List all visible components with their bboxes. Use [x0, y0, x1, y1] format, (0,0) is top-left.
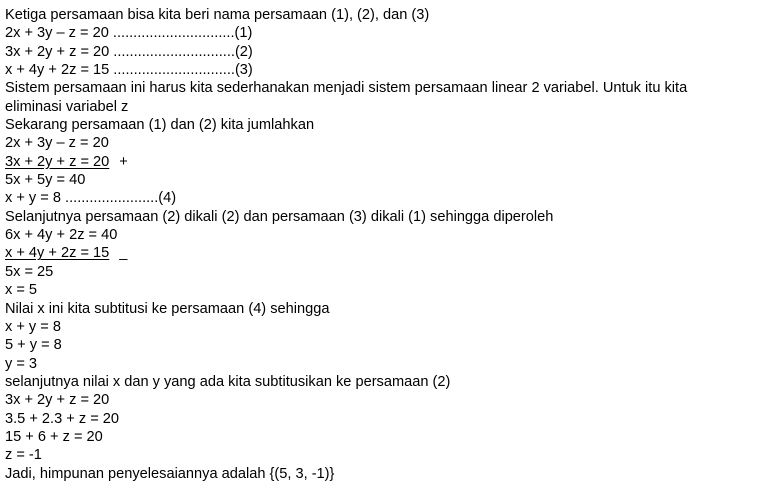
x-value: x = 5	[5, 282, 38, 299]
step-4-eq-c: 15 + 6 + z = 20	[5, 428, 103, 445]
step-3-heading: Nilai x ini kita subtitusi ke persamaan (4) sehingga	[5, 300, 330, 317]
z-value: z = -1	[5, 447, 42, 464]
step-1-heading: Sekarang persamaan (1) dan (2) kita jumlahkan	[5, 117, 315, 134]
step-2-eq-b: x + 4y + 2z = 15	[5, 245, 110, 262]
step-3-eq-a: x + y = 8	[5, 318, 61, 335]
step-2-heading: Selanjutnya persamaan (2) dikali (2) dan persamaan (3) dikali (1) sehingga diperoleh	[5, 208, 554, 225]
step-1-eq-a: 2x + 3y – z = 20	[5, 135, 109, 152]
minus-operator: _	[119, 245, 128, 262]
equation-3: x + 4y + 2z = 15 ..............................(3)	[5, 62, 253, 79]
intro-text: Ketiga persamaan bisa kita beri nama persamaan (1), (2), dan (3)	[5, 7, 430, 23]
equation-1: 2x + 3y – z = 20 ..............................(1)	[5, 25, 253, 42]
step-2-eq-b-row	[5, 244, 763, 262]
equation-2: 3x + 2y + z = 20 ..............................(2)	[5, 43, 253, 60]
solution-document	[5, 6, 763, 483]
step-1-eq-b: 3x + 2y + z = 20	[5, 153, 110, 170]
step-4-heading: selanjutnya nilai x dan y yang ada kita subtitusikan ke persamaan (2)	[5, 373, 451, 390]
step-1-eq-b-row	[5, 153, 763, 171]
plus-operator: +	[119, 153, 128, 170]
y-value: y = 3	[5, 355, 38, 372]
step-4-eq-a: 3x + 2y + z = 20	[5, 392, 110, 409]
step-2-result: 5x = 25	[5, 263, 54, 280]
step-3-eq-b: 5 + y = 8	[5, 337, 62, 354]
step-2-eq-a: 6x + 4y + 2z = 40	[5, 227, 118, 244]
explanation-text-1: Sistem persamaan ini harus kita sederhanakan menjadi sistem persamaan linear 2 variabel. Untuk itu kita	[5, 80, 688, 97]
equation-4: x + y = 8 .......................(4)	[5, 190, 177, 207]
conclusion-text: Jadi, himpunan penyelesaiannya adalah {(5, 3, -1)}	[5, 465, 335, 482]
step-4-eq-b: 3.5 + 2.3 + z = 20	[5, 410, 119, 427]
step-1-result: 5x + 5y = 40	[5, 172, 86, 189]
explanation-text-2: eliminasi variabel z	[5, 98, 129, 115]
